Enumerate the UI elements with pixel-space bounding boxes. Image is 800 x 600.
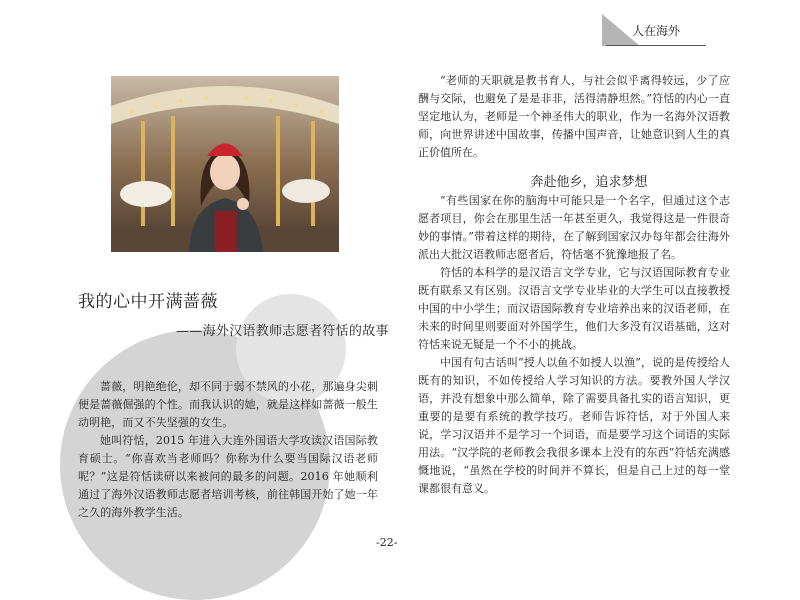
paragraph: 她叫符恬，2015 年进入大连外国语大学攻读汉语国际教育硕士。“你喜欢当老师吗？你称为什么要当国际汉语老师呢？”这是符恬读研以来被问的最多的问题。2016 年她顺利通过了海外汉语教师志愿者培训考核，前往韩国开始了她一年之久的海外教学生活。: [78, 434, 378, 519]
paragraph: 符恬的本科学的是汉语言文学专业，它与汉语国际教育专业既有联系又有区别。汉语言文学专业毕业的大学生可以直接教授中国的中小学生；而汉语国际教育专业培养出来的汉语老师，在未来的时间里则要面对外国学生，他们大多没有汉语基础，这对符恬来说无疑是一个不小的挑战。: [418, 266, 730, 351]
left-column-body: [78, 378, 378, 522]
portrait-photo: [111, 76, 339, 252]
header-rule: [606, 45, 706, 46]
article-title: 我的心中开满蔷薇: [78, 292, 218, 312]
page-number: -22-: [376, 536, 398, 549]
paragraph: “有些国家在你的脑海中可能只是一个名字，但通过这个志愿者项目，你会在那里生活一年甚至更久，我觉得这是一件很奇妙的事情。”带着这样的期待，在了解到国家汉办每年都会往海外派出大批汉语教师志愿者后，符恬毫不犹豫地报了名。: [418, 194, 730, 261]
section-heading: 奔赴他乡，追求梦想: [530, 175, 648, 190]
right-column-body: [418, 72, 730, 498]
paragraph: “老师的天职就是教书育人，与社会似乎离得较远，少了应酬与交际，也避免了是是非非，活得清静坦然。”符恬的内心一直坚定地认为，老师是一个神圣伟大的职业，作为一名海外汉语教师，向世界讲述中国故事，传播中国声音，让她意识到人生的真正价值所在。: [418, 74, 730, 159]
paragraph: 中国有句古话叫“授人以鱼不如授人以渔”，说的是传授给人既有的知识，不如传授给人学习知识的方法。要教外国人学汉语，并没有想象中那么简单，除了需要具备扎实的语言知识，更重要的是要有系统的教学技巧。老师告诉符恬，对于外国人来说，学习汉语并不是学习一个词语，而是要学习这个词语的实际用法。“汉学院的老师教会我很多课本上没有的东西”符恬充满感慨地说，“虽然在学校的时间并不算长，但是自己上过的每一堂课都很有意义。: [418, 356, 730, 495]
paragraph: 蔷薇，明艳绝伦，却不同于弱不禁风的小花，那遍身尖刺便是蔷薇倔强的个性。而我认识的她，就是这样如蔷薇一般生动明艳，而又不失坚强的女生。: [78, 380, 378, 429]
section-label: 人在海外: [632, 24, 681, 38]
article-subtitle: ——海外汉语教师志愿者符恬的故事: [176, 324, 389, 339]
